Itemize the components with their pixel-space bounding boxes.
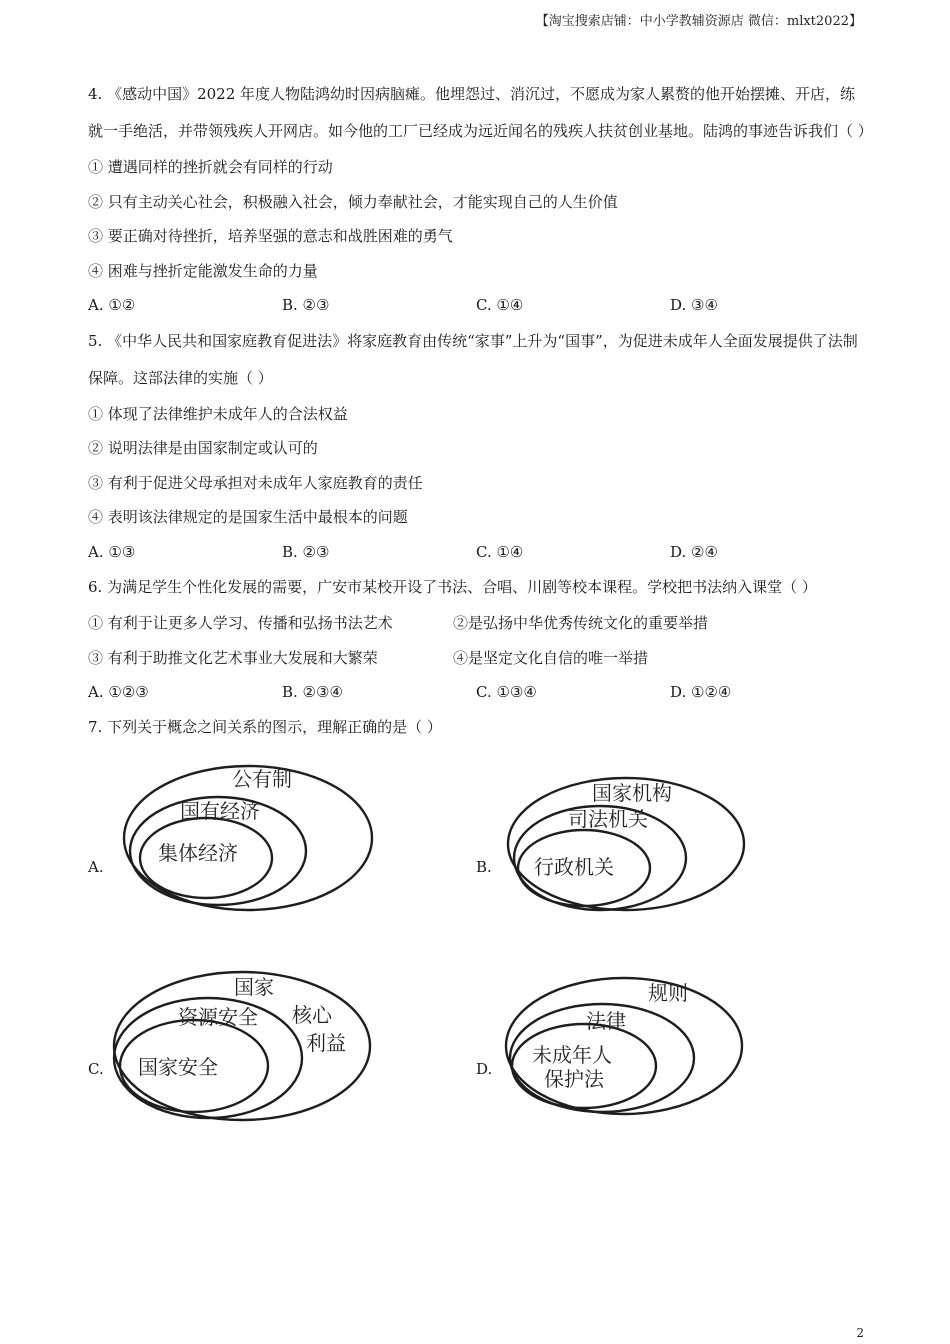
venn-b-middle-text: 司法机关 bbox=[568, 807, 648, 831]
venn-diagram-a bbox=[114, 758, 384, 918]
q4-item: ② 只有主动关心社会，积极融入社会，倾力奉献社会，才能实现自己的人生价值 bbox=[88, 192, 618, 211]
q5-option-c[interactable]: C. ①④ bbox=[476, 542, 524, 561]
question-area bbox=[88, 76, 873, 1144]
q4-option-b[interactable]: B. ②③ bbox=[282, 296, 330, 314]
venn-c-outer-text: 核心 bbox=[292, 1003, 332, 1027]
venn-a-inner-text: 集体经济 bbox=[158, 841, 238, 865]
q4-item: ① 遭遇同样的挫折就会有同样的行动 bbox=[88, 158, 333, 176]
venn-diagram-c bbox=[108, 964, 378, 1129]
q6-item-row bbox=[88, 641, 868, 676]
q6-options bbox=[88, 675, 868, 710]
q4-option-a[interactable]: A. ①② bbox=[88, 296, 136, 314]
q6-item-row bbox=[88, 606, 868, 641]
q5-options bbox=[88, 535, 868, 570]
q6-option-c[interactable]: C. ①③④ bbox=[476, 683, 537, 701]
venn-b-inner-text: 行政机关 bbox=[534, 855, 614, 879]
q7-option-c-label[interactable]: C. bbox=[88, 1060, 104, 1078]
q4-item: ③ 要正确对待挫折，培养坚强的意志和战胜困难的勇气 bbox=[88, 227, 453, 245]
q4-option-d[interactable]: D. ③④ bbox=[670, 296, 718, 314]
venn-d-inner-text: 未成年人 bbox=[532, 1043, 612, 1067]
q6-item: ① 有利于让更多人学习、传播和弘扬书法艺术 bbox=[88, 614, 393, 632]
q6-item: ④是坚定文化自信的唯一举措 bbox=[453, 648, 649, 667]
q6-item: ③ 有利于助推文化艺术事业大发展和大繁荣 bbox=[88, 648, 378, 667]
venn-a-outer-text: 公有制 bbox=[232, 767, 292, 791]
q5-option-d[interactable]: D. ②④ bbox=[670, 542, 718, 561]
q5-item: ① 体现了法律维护未成年人的合法权益 bbox=[88, 404, 348, 423]
q4-options bbox=[88, 288, 868, 323]
q5-option-a[interactable]: A. ①③ bbox=[88, 542, 136, 561]
q6-option-b[interactable]: B. ②③④ bbox=[282, 683, 343, 701]
q4-stem: 4. 《感动中国》2022 年度人物陆鸿幼时因病脑瘫。他埋怨过、消沉过，不愿成为家人累赘的他开始摆摊、开店，练就一手绝活，并带领残疾人开网店。如今他的工厂已经成为远近闻名的残疾人扶贫创业基地。陆鸿的事迹告诉我们（ ） bbox=[88, 85, 873, 140]
q7-stem: 7. 下列关于概念之间关系的图示，理解正确的是（ ） bbox=[88, 717, 442, 736]
q5-item: ③ 有利于促进父母承担对未成年人家庭教育的责任 bbox=[88, 473, 423, 492]
q5-item: ② 说明法律是由国家制定或认可的 bbox=[88, 439, 318, 457]
venn-c-middle-text: 资源安全 bbox=[178, 1005, 258, 1029]
q7-diagrams bbox=[88, 748, 868, 1144]
q5-item: ④ 表明该法律规定的是国家生活中最根本的问题 bbox=[88, 508, 408, 526]
venn-diagram-b bbox=[496, 768, 746, 918]
q6-option-a[interactable]: A. ①②③ bbox=[88, 683, 149, 701]
q5-stem: 5. 《中华人民共和国家庭教育促进法》将家庭教育由传统“家事”上升为“国事”，为促进未成年人全面发展提供了法制保障。这部法律的实施（ ） bbox=[88, 331, 858, 387]
venn-diagram-d bbox=[498, 970, 748, 1120]
q6-stem: 6. 为满足学生个性化发展的需要，广安市某校开设了书法、合唱、川剧等校本课程。学校把书法纳入课堂（ ） bbox=[88, 578, 817, 596]
q7-option-d-label[interactable]: D. bbox=[476, 1060, 493, 1078]
q7-option-b-label[interactable]: B. bbox=[476, 858, 492, 876]
page-header: 【淘宝搜索店铺：中小学教辅资源店 微信：mlxt2022】 bbox=[535, 14, 862, 29]
q6-option-d[interactable]: D. ①②④ bbox=[670, 683, 732, 701]
q6-item: ②是弘扬中华优秀传统文化的重要举措 bbox=[453, 614, 709, 632]
venn-c-inner-text: 国家安全 bbox=[138, 1055, 218, 1079]
venn-b-outer-text: 国家机构 bbox=[592, 781, 672, 805]
venn-c-outer-text: 利益 bbox=[306, 1031, 346, 1055]
venn-d-inner-text: 保护法 bbox=[544, 1067, 604, 1091]
venn-d-middle-text: 法律 bbox=[586, 1009, 626, 1033]
venn-d-outer-text: 规则 bbox=[648, 981, 688, 1005]
q4-item: ④ 困难与挫折定能激发生命的力量 bbox=[88, 261, 318, 280]
page-number: 2 bbox=[856, 1326, 864, 1340]
q7-option-a-label[interactable]: A. bbox=[88, 858, 104, 876]
q4-option-c[interactable]: C. ①④ bbox=[476, 296, 524, 314]
venn-c-outer-text: 国家 bbox=[234, 975, 274, 999]
q5-option-b[interactable]: B. ②③ bbox=[282, 542, 330, 561]
venn-a-middle-text: 国有经济 bbox=[180, 799, 260, 823]
